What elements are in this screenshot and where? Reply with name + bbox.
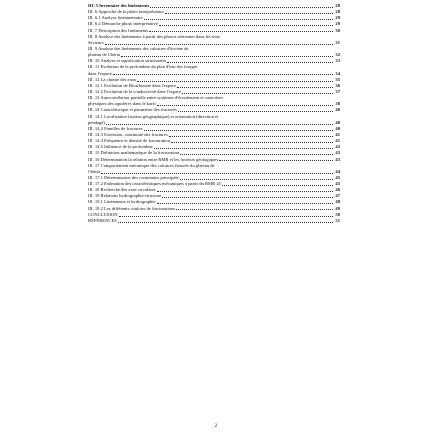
dot-leader [176,209,333,210]
toc-entry-title: III. 5 Inventaire des linéaments [88,2,150,8]
dot-leader [137,81,333,82]
toc-entry-page-number: 29 [335,21,340,27]
toc-entry-title: III. 19.1 Linéaments et hydrographie [88,199,156,205]
toc-entry-page-number: 41 [335,138,340,144]
dot-leader [113,74,333,75]
toc-entry-page-number: 40 [335,107,340,113]
toc-entry-title-continuation: Secteurs [88,39,104,45]
dot-leader [180,179,333,180]
toc-entry-title: III. 14.4 Fréquence et densité de fracturation [88,138,170,144]
dot-leader [157,203,333,204]
toc-entry-title: III. 19 Relations hydrographie-structure [88,193,162,199]
table-of-contents [88,3,340,224]
dot-leader [162,197,333,198]
toc-entry-page-number: 40 [335,119,340,125]
dot-leader [121,56,333,57]
dot-leader [157,105,333,106]
dot-leader [165,13,333,14]
dot-leader [105,44,333,45]
dot-leader [182,93,333,94]
toc-entry-page-number: 47 [335,193,340,199]
toc-entry-page-number: 45 [335,174,340,180]
dot-leader [157,191,333,192]
toc-entry-page-number: 46 [335,187,340,193]
toc-entry-title: III. 17 Comportement mécanique des calcaires fissurés du plateau de [88,162,215,168]
toc-entry-page-number: 28 [335,2,340,8]
toc-entry-title: III. 14.2 Familles de fractures [88,125,143,131]
toc-entry-page-number: 42 [335,144,340,150]
dot-leader [180,154,333,155]
toc-entry-title: III. 14.3 Extension, continuité des fractures [88,131,168,137]
toc-entry-page-number: 34 [335,70,340,76]
toc-entry-title: III. 17.1 Détermination des contraintes principale [88,174,179,180]
toc-entry-title: III. 12.1 Evolution de Bicarbonate dans l'espace [88,82,177,88]
toc-entry-title: III. 12 La chimie des eaux [88,76,137,82]
toc-entry-title: III. 19.2 Les différents couloirs de fracturations [88,205,176,211]
toc-entry-page-number: 49 [335,205,340,211]
toc-entry-page-number: 43 [335,150,340,156]
dot-leader [219,160,333,161]
dot-leader [149,31,333,32]
toc-entry-page-number: 35 [335,76,340,82]
toc-entry-title: III. 13 Autocorrélation partielle entre systèmes d'écoulement et caractères [88,95,224,101]
toc-entry-title: CONCLUSION [88,211,118,217]
toc-entry-page-number: 36 [335,82,340,88]
toc-entry-page-number: 31 [335,39,340,45]
dot-leader [154,148,333,149]
dot-leader [169,136,333,137]
dot-leader [222,185,333,186]
toc-entry-page-number: 32 [335,52,340,58]
toc-entry-title-continuation: physiques des aquifères dans le karst [88,101,156,107]
dot-leader [150,7,333,8]
dot-leader [144,130,333,131]
toc-entry-title: III. 15 Définition mathématique de la fracturation [88,150,180,156]
toc-entry-title: III. 17.2 Estimation des caractéristiques mécaniques à partir du RMR 45 [88,181,221,187]
toc-entry-title: III. 6 Approche de la photo interprétation [88,9,164,15]
toc-entry-title: III. 8 Analyse des linéaments à partir des photos aériennes dans les trois [88,33,221,39]
toc-entry-title: III. 7 Description des linéaments [88,27,149,33]
dot-leader [159,25,333,26]
toc-entry-title: III. 6.2 Démarche photo interprétative [88,21,158,27]
toc-entry-title: III. 14.5 Influence de la profondeur [88,144,153,150]
toc-entry-title: III. 12.2 Evolution de la conductivité dans l'espace [88,88,182,94]
toc-entry-title: III. 14 Caractéristique et paramètre des fractures [88,107,177,113]
toc-entry-title: III. 9 Analyse des linéaments des calcaires d'éocène de [88,45,189,51]
toc-entry-page-number: 28 [335,9,340,15]
toc-entry-title-continuation: plateau de Chéria [88,52,121,58]
toc-entry-title: III. 6.1 Analyse linéamentaire [88,15,143,21]
toc-entry-page-number: 45 [335,181,340,187]
dot-leader [119,216,333,217]
dot-leader [101,173,333,174]
toc-entry-page-number: 29 [335,15,340,21]
toc-entry-title: III. 14.1 Localisation (station géographique) et orientation (direction et [88,113,219,119]
dot-leader [106,124,333,125]
dot-leader [167,62,333,63]
dot-leader [178,111,333,112]
toc-entry-title-continuation: dans l'espace [88,70,112,76]
toc-entry-title: III. 18 Recherche des axes circulants [88,187,156,193]
dot-leader [144,19,333,20]
toc-entry-title: RÉFÉRENCES [88,217,117,223]
toc-entry-page-number: 50 [335,211,340,217]
toc-entry-page-number: 40 [335,125,340,131]
toc-entry-title-continuation: pendage) [88,119,105,125]
toc-entry-title: III. 11 Evolution de la profondeur du plan d'eau des forages [88,64,198,70]
dot-leader [171,142,333,143]
toc-entry-page-number: 43 [335,156,340,162]
dot-leader [118,222,333,223]
toc-entry-page-number: 48 [335,199,340,205]
toc-entry-page-number: 41 [335,131,340,137]
toc-entry-page-number: 38 [335,101,340,107]
toc-entry-page-number: 33 [335,58,340,64]
toc-entry-page-number: 30 [335,27,340,33]
toc-entry-page-number: 44 [335,168,340,174]
toc-entry-title: III. 10 Analyse et signification structurales [88,58,167,64]
toc-entry-title: III. 16 Détermination la relation entre RMR et les facteurs géologiques [88,156,219,162]
page-number: 2 [214,424,218,429]
toc-entry-title-continuation: Chéria [88,168,101,174]
toc-entry[interactable] [88,218,340,224]
dot-leader [177,87,333,88]
toc-entry-page-number: 51 [335,217,340,223]
toc-entry-page-number: 37 [335,88,340,94]
